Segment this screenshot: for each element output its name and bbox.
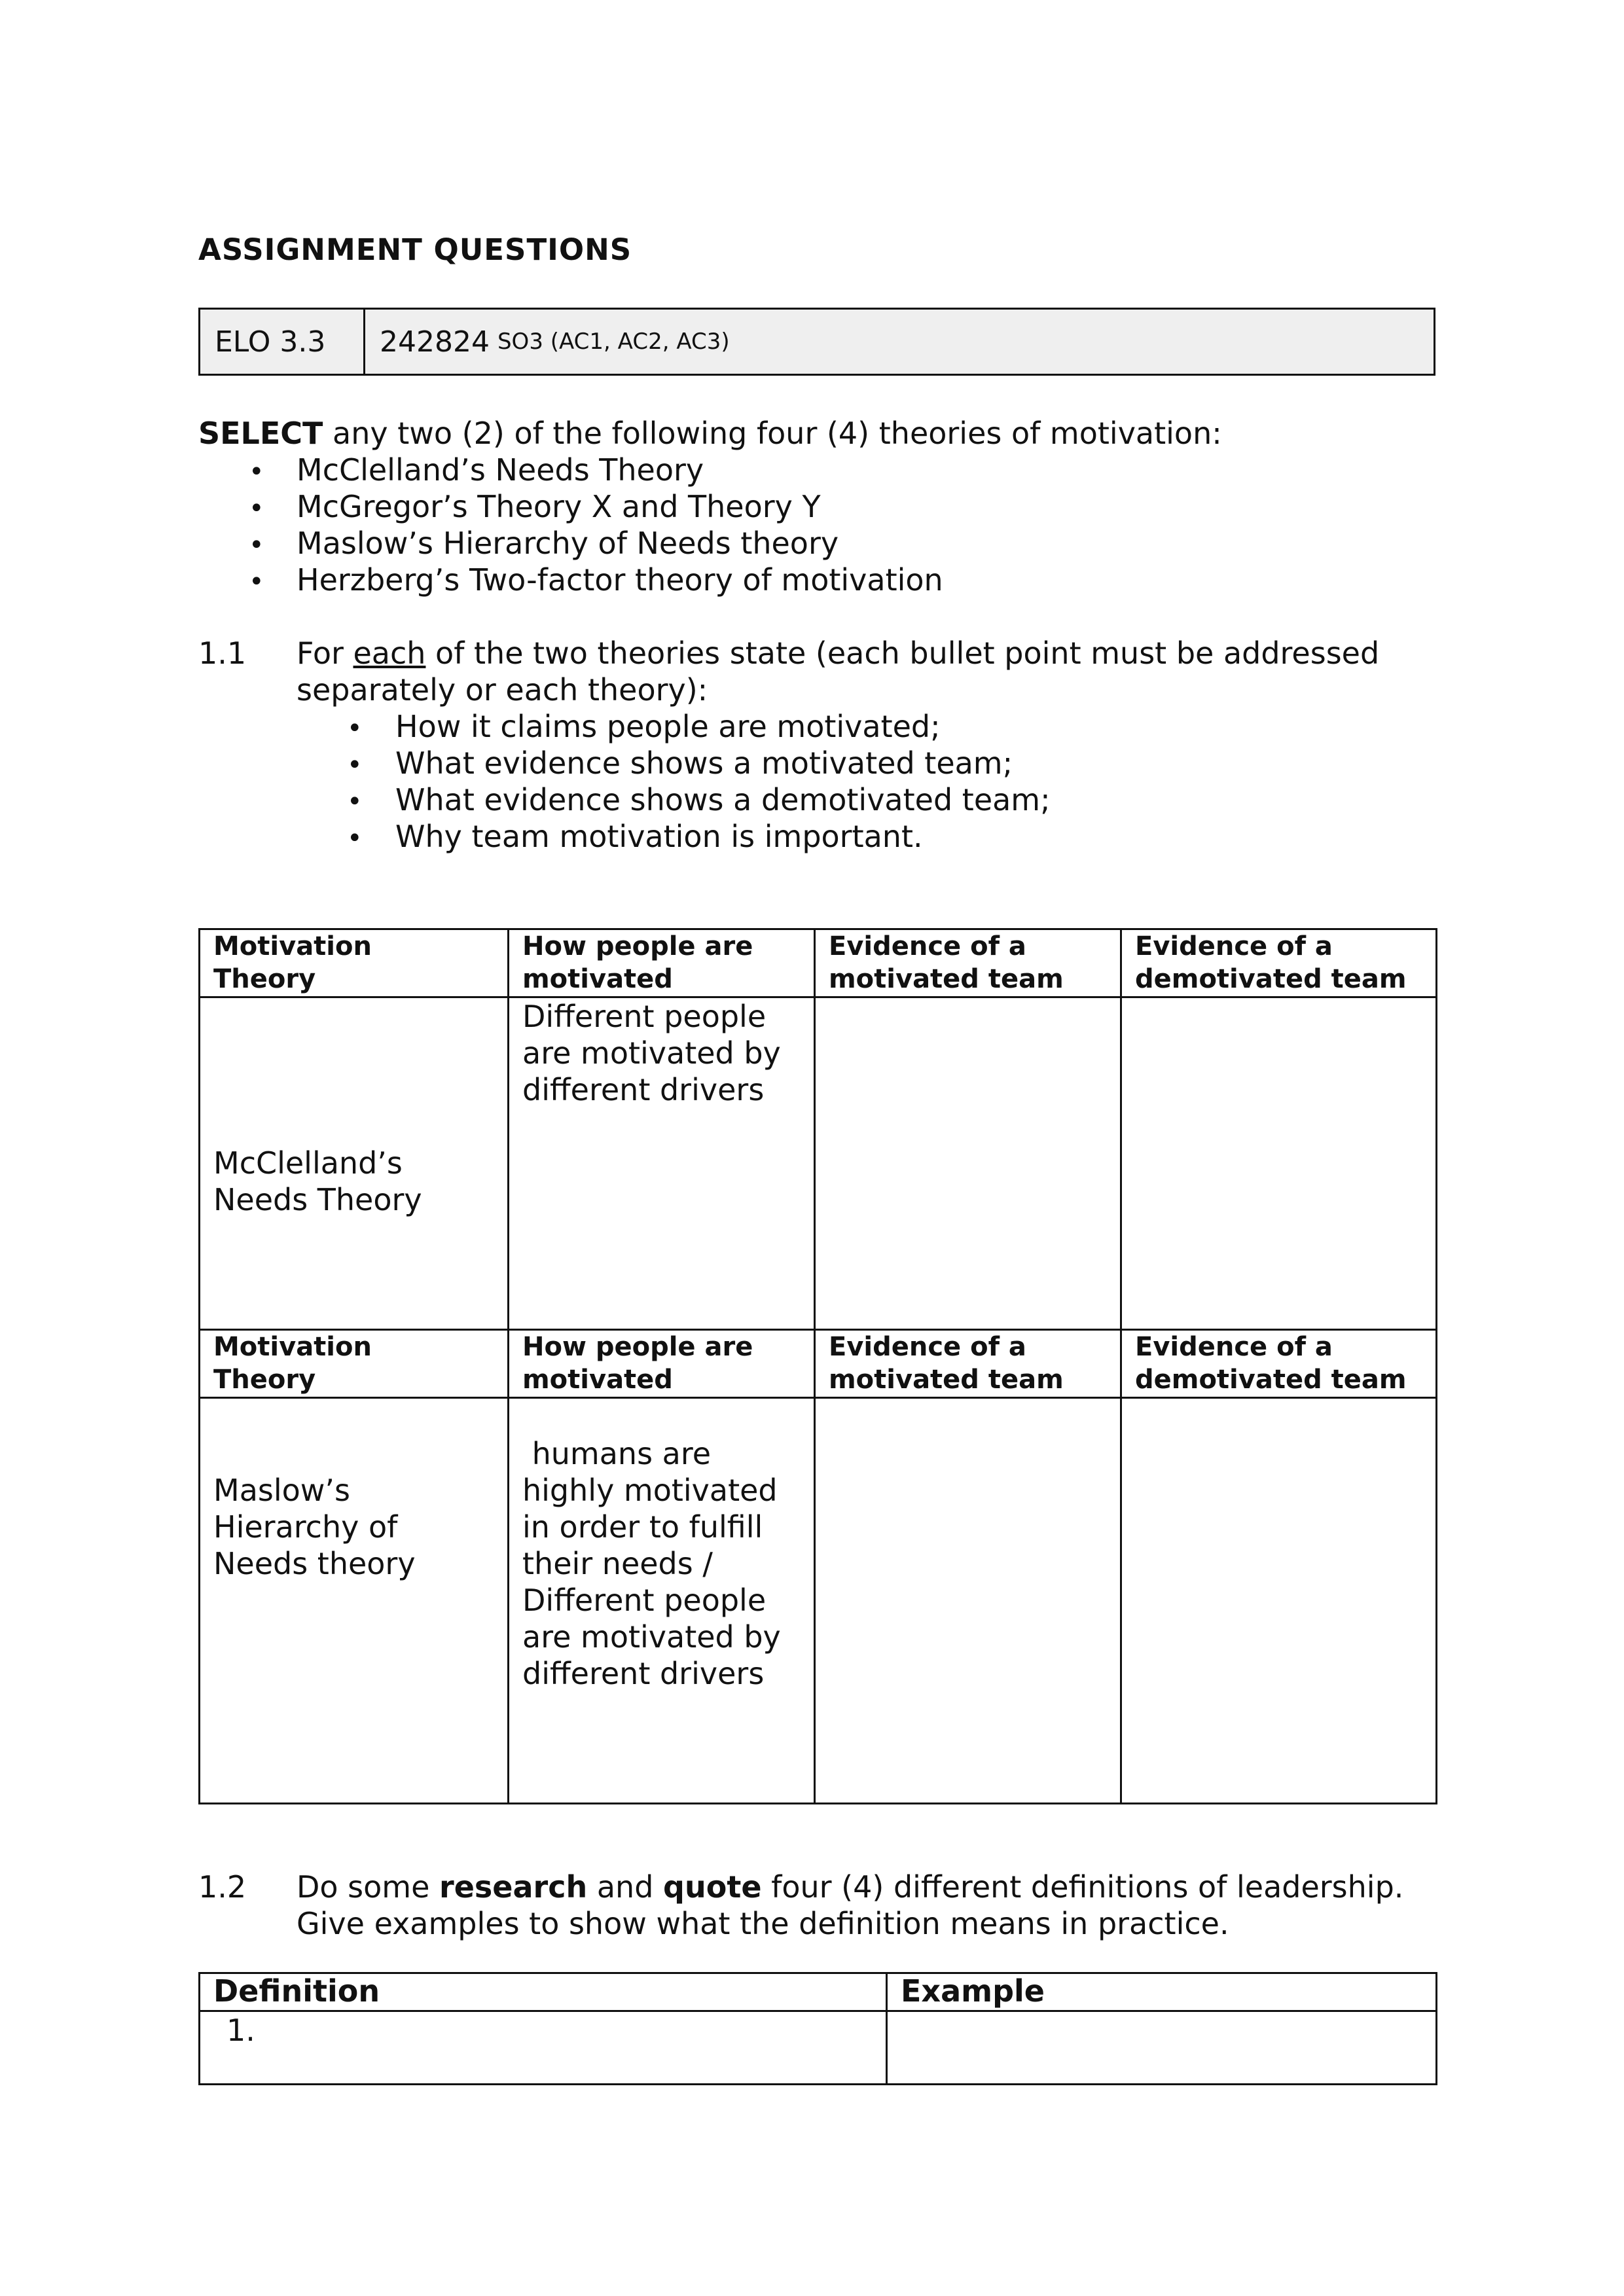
- select-rest: any two (2) of the following four (4) theories of motivation:: [323, 416, 1222, 451]
- definition-table: [198, 1972, 1437, 2085]
- theory-table: [198, 928, 1437, 1804]
- theory-list-item-text: Maslow’s Hierarchy of Needs theory: [297, 526, 839, 561]
- theory-list-item-text: McGregor’s Theory X and Theory Y: [297, 489, 821, 524]
- theory-list-item: •: [249, 567, 264, 597]
- header-theory: Motivation Theory: [200, 1330, 509, 1398]
- question-number: 1.2: [198, 1869, 247, 1905]
- header-example: Example: [887, 1973, 1437, 2011]
- point-bullet: •: [347, 713, 363, 744]
- elo-standard: 242824: [380, 325, 490, 359]
- select-lead: SELECT: [198, 416, 323, 451]
- table-header-row: [200, 929, 1437, 997]
- table-row: [200, 2011, 1437, 2085]
- elo-outcomes: SO3 (AC1, AC2, AC3): [497, 329, 730, 355]
- theory-cell: Maslow’s Hierarchy of Needs theory: [200, 1398, 509, 1804]
- point-bullet: •: [347, 787, 363, 817]
- select-instruction: [198, 415, 1222, 452]
- header-motivated: Evidence of a motivated team: [815, 929, 1121, 997]
- q-text-post: of the two theories state (each bullet point must be addressed: [425, 636, 1380, 671]
- motivated-cell[interactable]: [815, 997, 1121, 1330]
- page-title: ASSIGNMENT QUESTIONS: [198, 232, 632, 267]
- table-row: [200, 1398, 1437, 1804]
- point-item: What evidence shows a demotivated team;: [395, 782, 1051, 817]
- theory-list-item: •: [249, 530, 264, 560]
- point-item: What evidence shows a motivated team;: [395, 745, 1013, 781]
- table-header-row: [200, 1330, 1437, 1398]
- demotivated-cell[interactable]: [1121, 997, 1437, 1330]
- theory-cell: McClelland’s Needs Theory: [200, 997, 509, 1330]
- elo-code: ELO 3.3: [200, 310, 365, 374]
- elo-box: [198, 308, 1435, 376]
- question-1-1-line2: separately or each theory):: [297, 672, 708, 708]
- how-cell: humans are highly motivated in order to fulfill their needs / Different people are motivated by different drivers: [509, 1398, 815, 1804]
- point-item: Why team motivation is important.: [395, 819, 923, 854]
- header-definition: Definition: [200, 1973, 887, 2011]
- point-bullet: •: [347, 750, 363, 780]
- question-1-1-line1: [297, 635, 1379, 672]
- point-bullet: •: [347, 823, 363, 853]
- header-demotivated: Evidence of a demotivated team: [1121, 1330, 1437, 1398]
- header-how: How people are motivated: [509, 1330, 815, 1398]
- definition-cell[interactable]: 1.: [200, 2011, 887, 2085]
- elo-standard-cell: [365, 310, 1434, 374]
- header-demotivated: Evidence of a demotivated team: [1121, 929, 1437, 997]
- q-text-pre: For: [297, 636, 353, 671]
- header-how: How people are motivated: [509, 929, 815, 997]
- table-header-row: [200, 1973, 1437, 2011]
- example-cell[interactable]: [887, 2011, 1437, 2085]
- q-text-underlined: each: [353, 636, 426, 671]
- motivated-cell[interactable]: [815, 1398, 1121, 1804]
- point-item: How it claims people are motivated;: [395, 709, 941, 744]
- theory-list-item-text: McClelland’s Needs Theory: [297, 452, 704, 488]
- theory-list-item: •: [249, 493, 264, 524]
- question-1-2-line2: Give examples to show what the definition means in practice.: [297, 1906, 1229, 1941]
- question-1-2-line1: Do some research and quote four (4) different definitions of leadership.: [297, 1869, 1404, 1905]
- header-theory: Motivation Theory: [200, 929, 509, 997]
- theory-list-item: •: [249, 457, 264, 487]
- table-row: [200, 997, 1437, 1330]
- theory-list-item-text: Herzberg’s Two-factor theory of motivation: [297, 562, 943, 598]
- header-motivated: Evidence of a motivated team: [815, 1330, 1121, 1398]
- demotivated-cell[interactable]: [1121, 1398, 1437, 1804]
- question-number: 1.1: [198, 636, 247, 671]
- how-cell: Different people are motivated by different drivers: [509, 997, 815, 1330]
